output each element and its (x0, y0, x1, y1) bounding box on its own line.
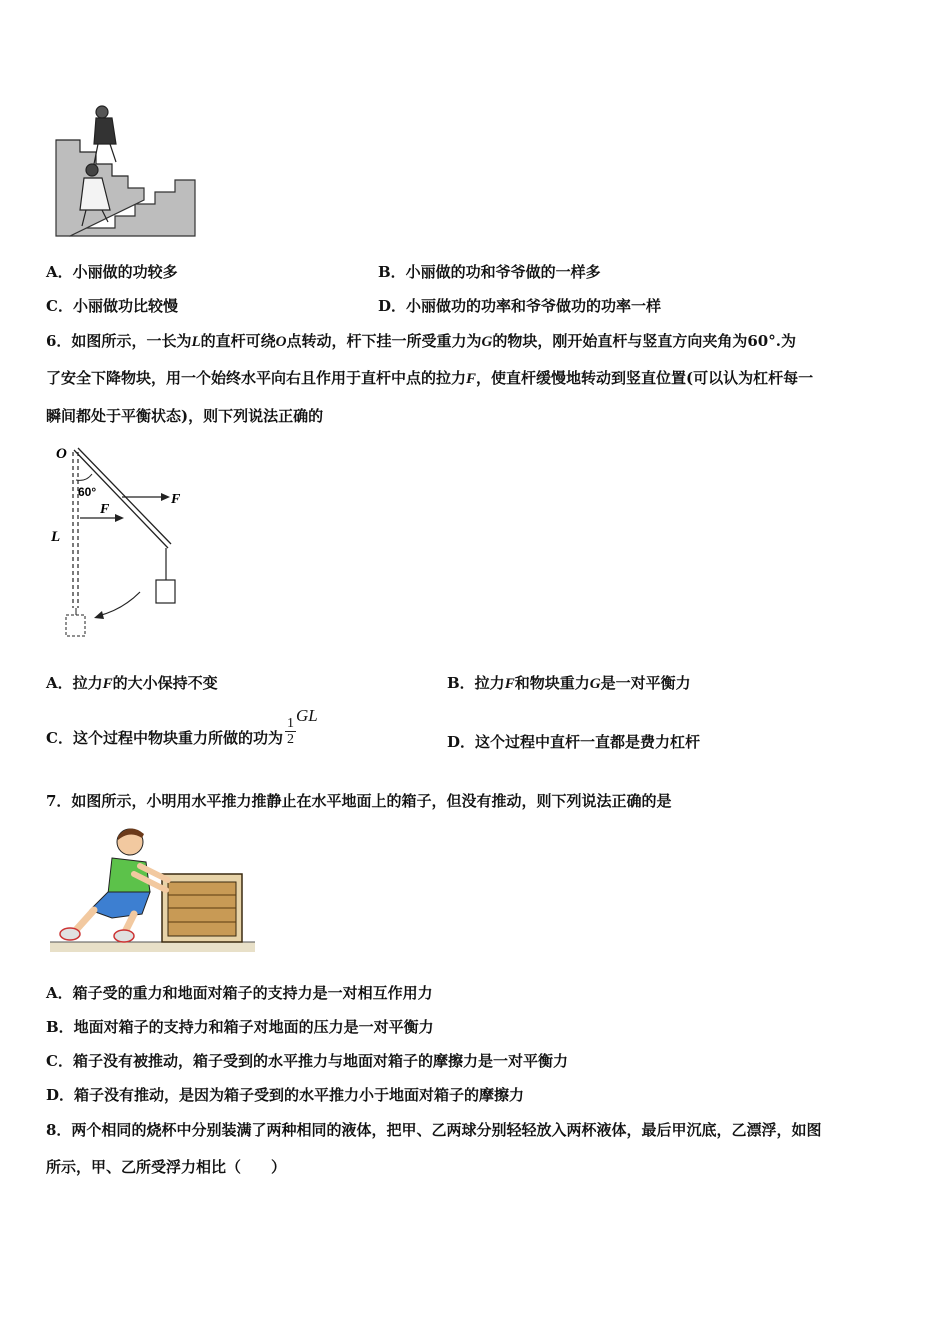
q6-option-d: D．这个过程中直杆一直都是费力杠杆 (447, 733, 701, 751)
fraction-one-half: $\frac{1}{2}$ (286, 715, 294, 747)
q7-option-c: C．箱子没有被推动，箱子受到的水平推力与地面对箱子的摩擦力是一对平衡力 (46, 1052, 568, 1070)
q8-stem-line2: 所示，甲、乙所受浮力相比（ ） (46, 1158, 287, 1176)
q6-stem-line1: 6．如图所示，一长为L的直杆可绕O点转动，杆下挂一所受重力为G的物块，刚开始直杆与竖直方向夹角为60°.为 (46, 332, 796, 350)
q6-stem-line2: 了安全下降物块，用一个始终水平向右且作用于直杆中点的拉力F，使直杆缓慢地转动到竖直位置(可以认为杠杆每一 (46, 369, 814, 387)
staircase-illustration (50, 100, 200, 240)
q6-option-b: B．拉力F和物块重力G是一对平衡力 (447, 674, 691, 692)
q5-option-d: D．小丽做功的功率和爷爷做功的功率一样 (378, 297, 662, 315)
label-F-mid: F (100, 502, 110, 517)
q8-stem-line1: 8．两个相同的烧杯中分别装满了两种相同的液体，把甲、乙两球分别轻轻放入两杯液体，最后甲沉底，乙漂浮，如图 (46, 1121, 822, 1139)
q7-option-a: A．箱子受的重力和地面对箱子的支持力是一对相互作用力 (46, 984, 433, 1002)
q6-option-c: C．这个过程中物块重力所做的功为 $\frac{1}{2}$ GL (46, 706, 318, 747)
q7-option-d: D．箱子没有推动，是因为箱子受到的水平推力小于地面对箱子的摩擦力 (46, 1086, 525, 1104)
q7-option-b: B．地面对箱子的支持力和箱子对地面的压力是一对平衡力 (46, 1018, 434, 1036)
label-O: O (56, 446, 67, 462)
label-L: L (51, 529, 61, 545)
lever-diagram (40, 440, 200, 645)
q5-option-a: A．小丽做的功较多 (46, 263, 178, 281)
q6-option-a: A．拉力F的大小保持不变 (46, 674, 218, 692)
q7-stem: 7．如图所示，小明用水平推力推静止在水平地面上的箱子，但没有推动，则下列说法正确的是 (46, 792, 672, 810)
q6-stem-line3: 瞬间都处于平衡状态)，则下列说法正确的 (46, 407, 324, 425)
q5-option-b: B．小丽做的功和爷爷做的一样多 (378, 263, 601, 281)
label-angle: 60° (78, 485, 97, 499)
label-F-top: F (171, 492, 181, 507)
boy-pushing-box-illustration (50, 822, 255, 954)
q5-option-c: C．小丽做功比较慢 (46, 297, 178, 315)
